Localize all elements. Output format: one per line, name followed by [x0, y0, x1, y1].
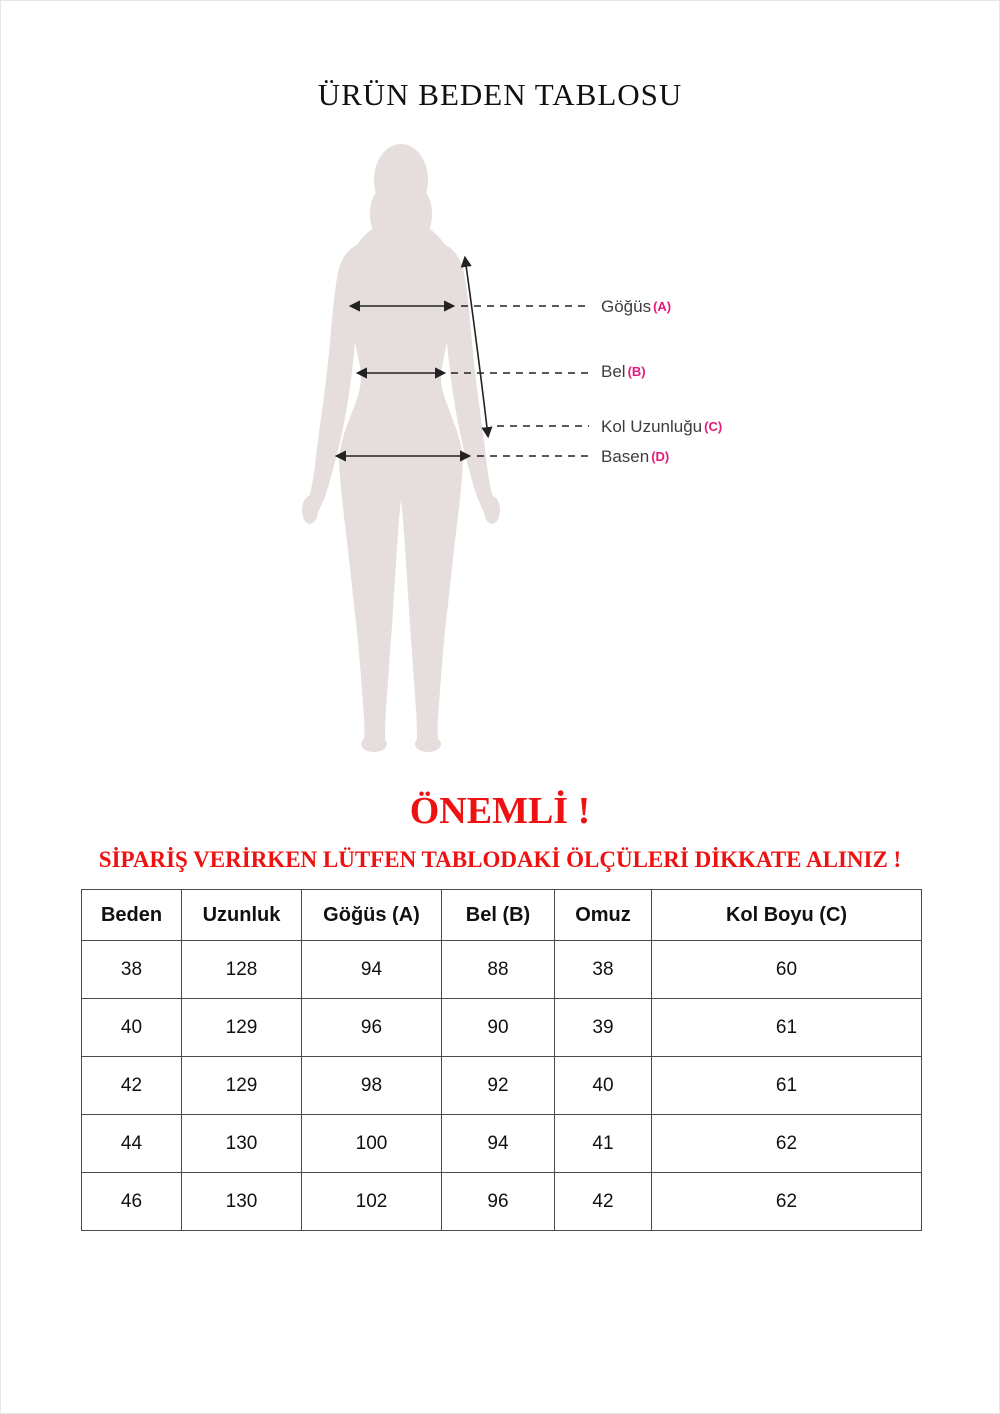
body-measurement-diagram	[301, 136, 601, 756]
measure-code-a: (A)	[653, 299, 672, 314]
cell-omuz: 41	[555, 1115, 652, 1173]
size-table	[81, 889, 922, 1231]
measure-label-gogus	[601, 297, 671, 317]
cell-bel: 94	[442, 1115, 555, 1173]
table-row	[82, 999, 922, 1057]
size-table-header-row	[82, 890, 922, 941]
col-header-bel: Bel (B)	[442, 890, 555, 941]
measure-code-c: (C)	[704, 419, 723, 434]
table-row	[82, 941, 922, 999]
cell-omuz: 42	[555, 1173, 652, 1231]
cell-uzunluk: 129	[182, 1057, 302, 1115]
table-row	[82, 1173, 922, 1231]
cell-bel: 88	[442, 941, 555, 999]
table-row	[82, 1115, 922, 1173]
cell-omuz: 40	[555, 1057, 652, 1115]
cell-bel: 92	[442, 1057, 555, 1115]
cell-gogus: 98	[302, 1057, 442, 1115]
page-title: ÜRÜN BEDEN TABLOSU	[317, 77, 683, 112]
cell-beden: 40	[82, 999, 182, 1057]
cell-omuz: 39	[555, 999, 652, 1057]
cell-uzunluk: 130	[182, 1173, 302, 1231]
cell-kol: 61	[652, 999, 922, 1057]
cell-omuz: 38	[555, 941, 652, 999]
col-header-uzunluk: Uzunluk	[182, 890, 302, 941]
cell-gogus: 102	[302, 1173, 442, 1231]
female-body-silhouette	[302, 144, 500, 752]
cell-uzunluk: 129	[182, 999, 302, 1057]
cell-kol: 62	[652, 1115, 922, 1173]
measure-label-bel-text: Bel	[601, 362, 626, 381]
measure-label-basen-text: Basen	[601, 447, 650, 466]
cell-uzunluk: 130	[182, 1115, 302, 1173]
cell-uzunluk: 128	[182, 941, 302, 999]
cell-kol: 62	[652, 1173, 922, 1231]
cell-beden: 46	[82, 1173, 182, 1231]
measure-label-basen	[601, 447, 669, 467]
col-header-kol-boyu: Kol Boyu (C)	[652, 890, 922, 941]
important-message: SİPARİŞ VERİRKEN LÜTFEN TABLODAKİ ÖLÇÜLERİ DİKKATE ALINIZ !	[98, 847, 902, 872]
table-row	[82, 1057, 922, 1115]
cell-kol: 60	[652, 941, 922, 999]
cell-gogus: 96	[302, 999, 442, 1057]
measure-label-kol-uzunlugu	[601, 417, 722, 437]
cell-gogus: 100	[302, 1115, 442, 1173]
col-header-beden: Beden	[82, 890, 182, 941]
cell-beden: 42	[82, 1057, 182, 1115]
cell-kol: 61	[652, 1057, 922, 1115]
measure-code-b: (B)	[627, 364, 646, 379]
important-heading: ÖNEMLİ !	[409, 790, 591, 832]
measure-code-d: (D)	[651, 449, 670, 464]
col-header-gogus: Göğüs (A)	[302, 890, 442, 941]
measure-label-kol-text: Kol Uzunluğu	[601, 417, 703, 436]
measure-label-bel	[601, 362, 646, 382]
silhouette-svg	[301, 136, 601, 756]
cell-bel: 96	[442, 1173, 555, 1231]
cell-beden: 38	[82, 941, 182, 999]
cell-gogus: 94	[302, 941, 442, 999]
cell-bel: 90	[442, 999, 555, 1057]
col-header-omuz: Omuz	[555, 890, 652, 941]
cell-beden: 44	[82, 1115, 182, 1173]
measure-label-gogus-text: Göğüs	[601, 297, 652, 316]
